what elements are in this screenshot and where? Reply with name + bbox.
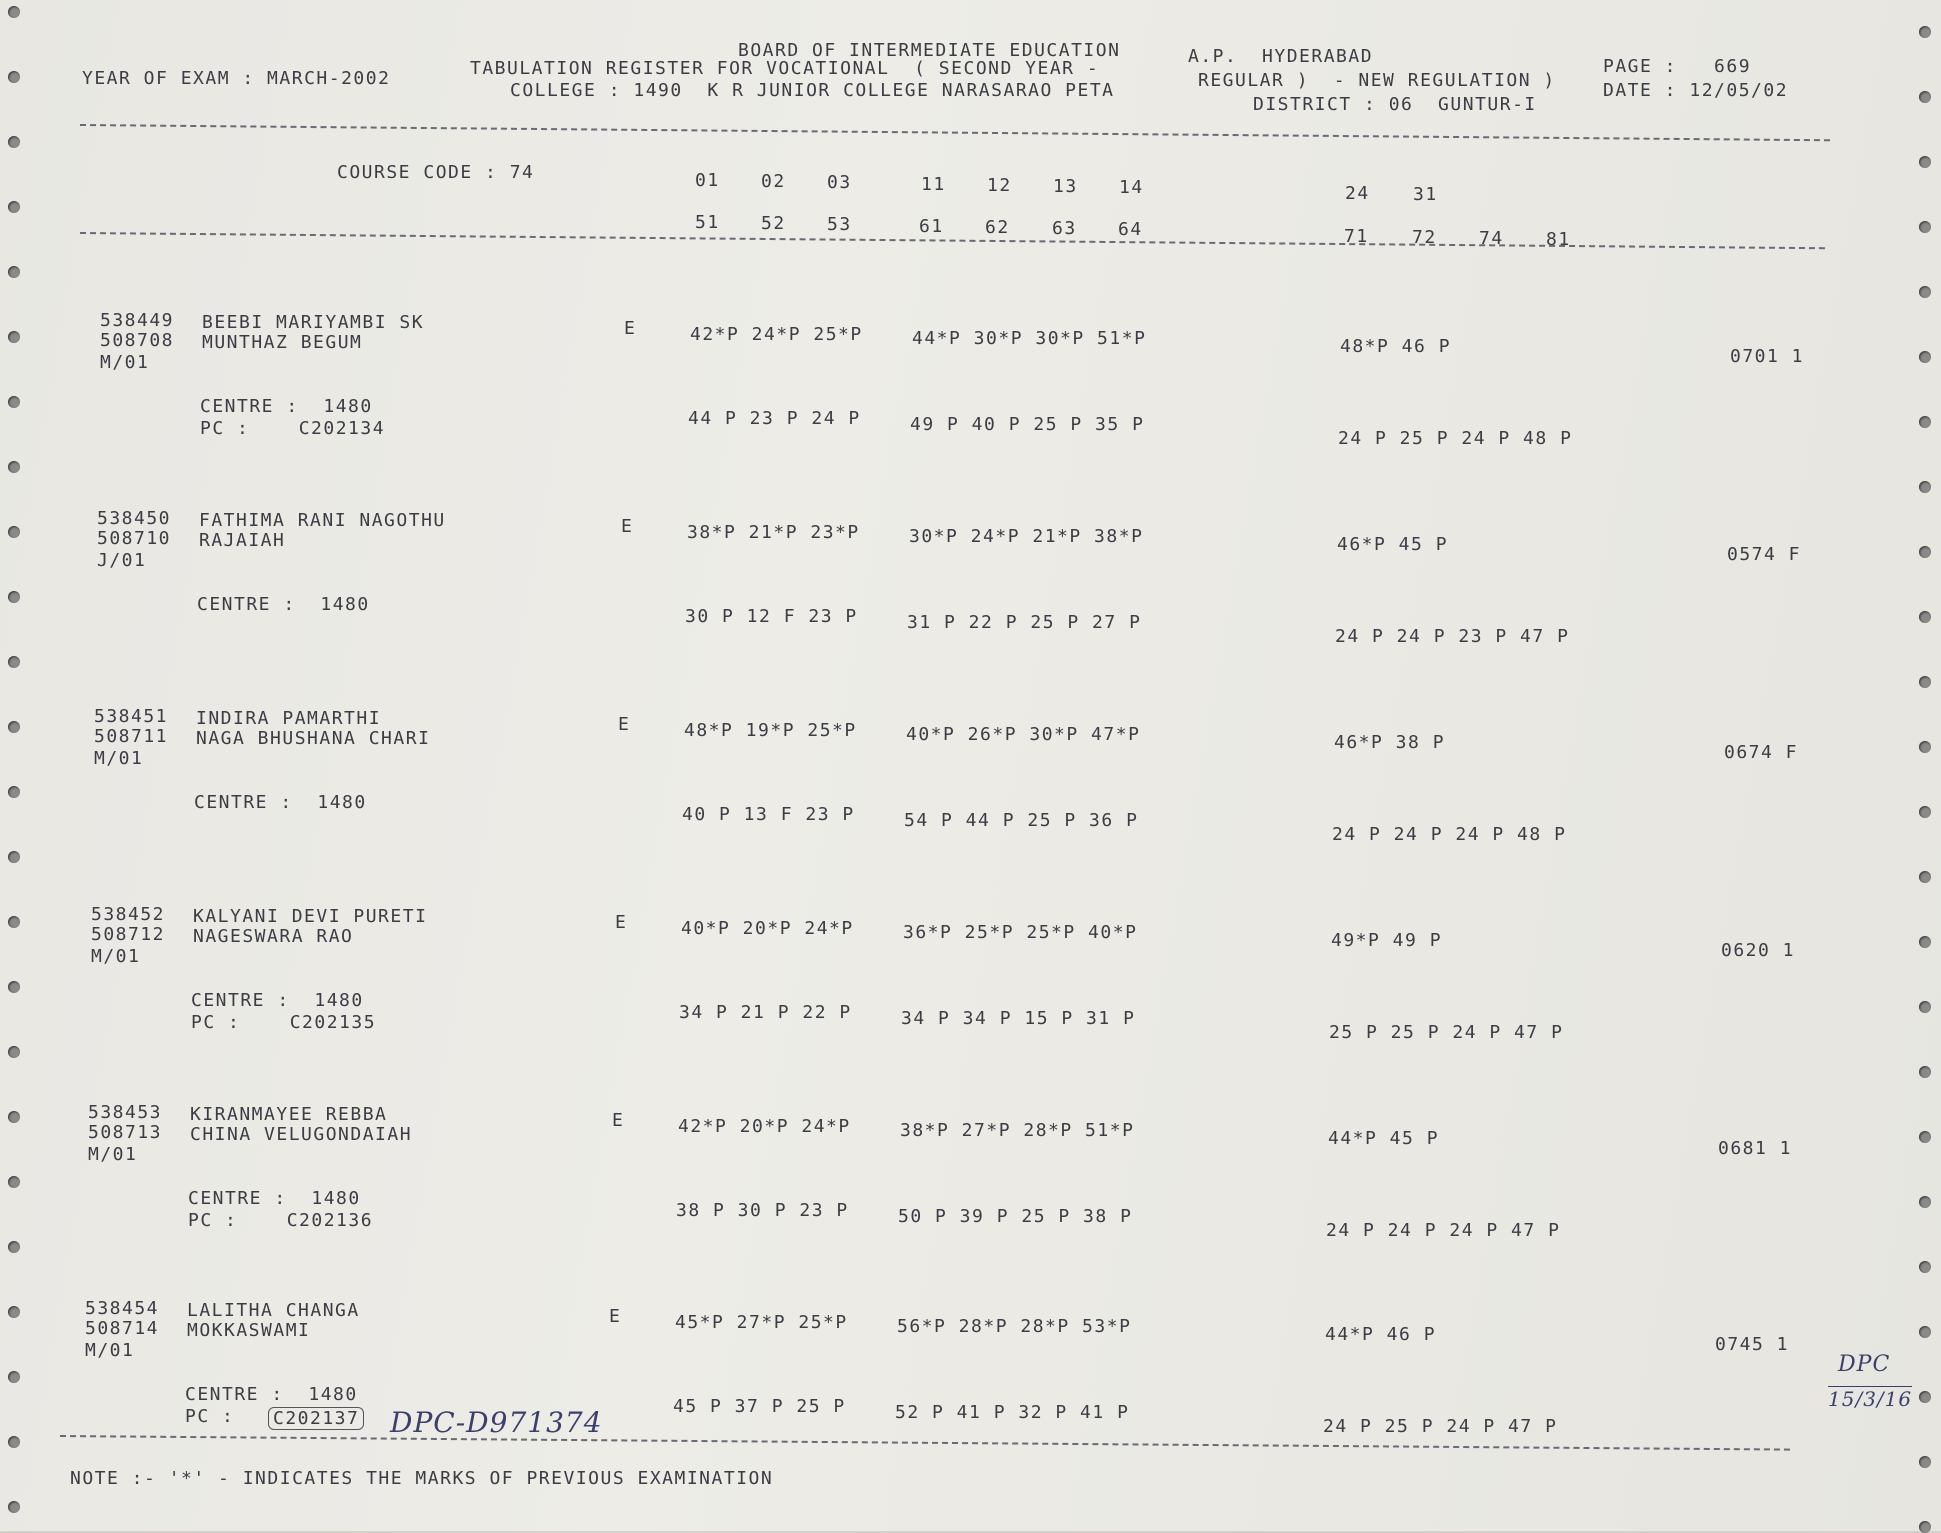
centre: CENTRE : 1480: [197, 594, 370, 615]
feed-hole: [1919, 741, 1931, 753]
col-code: 81: [1546, 229, 1571, 250]
roll-number: 538450: [97, 508, 172, 529]
pc-number: PC : C202135: [191, 1012, 377, 1033]
board-title: BOARD OF INTERMEDIATE EDUCATION: [738, 40, 1121, 61]
feed-hole: [1919, 91, 1931, 103]
marks-second-year-group-a: 34 P 21 P 22 P: [679, 1002, 852, 1023]
marks-second-year-group-c: 24 P 24 P 23 P 47 P: [1335, 626, 1570, 647]
category: M/01: [85, 1340, 135, 1361]
parent-name: RAJAIAH: [199, 530, 286, 551]
medium: E: [618, 714, 631, 735]
pc-number: PC :: [185, 1406, 235, 1427]
col-code: 53: [827, 214, 852, 235]
reg-number: 508712: [91, 924, 166, 945]
feed-hole: [8, 526, 20, 538]
feed-hole: [1919, 26, 1931, 38]
category: M/01: [88, 1144, 138, 1165]
marks-second-year-group-b: 52 P 41 P 32 P 41 P: [895, 1402, 1130, 1423]
marks-first-year-group-a: 40*P 20*P 24*P: [681, 918, 854, 939]
marks-second-year-group-b: 50 P 39 P 25 P 38 P: [898, 1206, 1133, 1227]
col-code: 64: [1118, 219, 1143, 240]
student-name: KALYANI DEVI PURETI: [193, 906, 428, 927]
divider: [80, 124, 1830, 141]
marks-first-year-group-b: 40*P 26*P 30*P 47*P: [906, 724, 1141, 745]
marks-first-year-group-c: 44*P 45 P: [1328, 1128, 1440, 1149]
feed-hole: [8, 396, 20, 408]
col-code: 31: [1413, 184, 1438, 205]
date: DATE : 12/05/02: [1603, 80, 1789, 101]
feed-hole: [8, 1371, 20, 1383]
feed-hole: [8, 851, 20, 863]
reg-number: 508708: [100, 330, 175, 351]
marks-first-year-group-c: 49*P 49 P: [1331, 930, 1443, 951]
board-place: A.P. HYDERABAD: [1188, 46, 1374, 67]
category: J/01: [97, 550, 147, 571]
feed-hole: [8, 461, 20, 473]
col-code: 71: [1344, 226, 1369, 247]
feed-hole: [8, 1111, 20, 1123]
marks-second-year-group-a: 45 P 37 P 25 P: [673, 1396, 846, 1417]
col-code: 24: [1345, 183, 1370, 204]
feed-hole: [8, 331, 20, 343]
marks-first-year-group-a: 48*P 19*P 25*P: [684, 720, 857, 741]
centre: CENTRE : 1480: [191, 990, 364, 1011]
col-code: 52: [761, 213, 786, 234]
feed-hole: [1919, 546, 1931, 558]
feed-hole: [1919, 351, 1931, 363]
col-code: 11: [921, 174, 946, 195]
feed-hole: [8, 1046, 20, 1058]
result-code: 0620 1: [1721, 940, 1796, 961]
district: DISTRICT : 06 GUNTUR-I: [1253, 94, 1537, 115]
marks-second-year-group-a: 30 P 12 F 23 P: [685, 606, 858, 627]
handwritten-date: 15/3/16: [1828, 1387, 1913, 1411]
course-code: COURSE CODE : 74: [337, 162, 535, 183]
medium: E: [624, 318, 637, 339]
col-code: 13: [1053, 176, 1078, 197]
feed-hole: [1919, 1326, 1931, 1338]
feed-hole: [1919, 1261, 1931, 1273]
result-code: 0574 F: [1727, 544, 1802, 565]
marks-first-year-group-a: 45*P 27*P 25*P: [675, 1312, 848, 1333]
result-code: 0681 1: [1718, 1138, 1793, 1159]
marks-second-year-group-a: 38 P 30 P 23 P: [676, 1200, 849, 1221]
roll-number: 538449: [100, 310, 175, 331]
feed-hole: [1919, 806, 1931, 818]
marks-first-year-group-c: 44*P 46 P: [1325, 1324, 1437, 1345]
feed-hole: [1919, 1131, 1931, 1143]
marks-first-year-group-c: 48*P 46 P: [1340, 336, 1452, 357]
marks-first-year-group-b: 38*P 27*P 28*P 51*P: [900, 1120, 1135, 1141]
feed-hole: [8, 136, 20, 148]
centre: CENTRE : 1480: [188, 1188, 361, 1209]
feed-hole: [8, 1306, 20, 1318]
marks-first-year-group-a: 42*P 24*P 25*P: [690, 324, 863, 345]
feed-hole: [1919, 1391, 1931, 1403]
feed-hole: [1919, 481, 1931, 493]
medium: E: [612, 1110, 625, 1131]
marks-second-year-group-c: 24 P 24 P 24 P 48 P: [1332, 824, 1567, 845]
marks-second-year-group-a: 44 P 23 P 24 P: [688, 408, 861, 429]
col-code: 62: [985, 217, 1010, 238]
feed-hole: [8, 71, 20, 83]
college: COLLEGE : 1490 K R JUNIOR COLLEGE NARASARAO PETA: [510, 80, 1115, 101]
student-name: INDIRA PAMARTHI: [196, 708, 382, 729]
col-code: 01: [695, 170, 720, 191]
feed-hole: [1919, 221, 1931, 233]
feed-hole: [8, 201, 20, 213]
feed-hole: [1919, 1196, 1931, 1208]
tractor-feed-holes-left: [0, 0, 40, 1531]
parent-name: CHINA VELUGONDAIAH: [190, 1124, 413, 1145]
feed-hole: [8, 721, 20, 733]
feed-hole: [1919, 1521, 1931, 1533]
medium: E: [615, 912, 628, 933]
reg-number: 508711: [94, 726, 169, 747]
feed-hole: [8, 916, 20, 928]
pc-boxed: C202137: [268, 1408, 364, 1429]
feed-hole: [1919, 416, 1931, 428]
marks-second-year-group-b: 31 P 22 P 25 P 27 P: [907, 612, 1142, 633]
feed-hole: [8, 981, 20, 993]
marks-first-year-group-c: 46*P 38 P: [1334, 732, 1446, 753]
col-code: 51: [695, 212, 720, 233]
reg-number: 508714: [85, 1318, 160, 1339]
marks-second-year-group-b: 49 P 40 P 25 P 35 P: [910, 414, 1145, 435]
reg-number: 508713: [88, 1122, 163, 1143]
student-name: KIRANMAYEE REBBA: [190, 1104, 388, 1125]
category: M/01: [91, 946, 141, 967]
category: M/01: [100, 352, 150, 373]
marks-first-year-group-b: 30*P 24*P 21*P 38*P: [909, 526, 1144, 547]
result-code: 0674 F: [1724, 742, 1799, 763]
feed-hole: [8, 591, 20, 603]
feed-hole: [1919, 676, 1931, 688]
medium: E: [621, 516, 634, 537]
feed-hole: [8, 786, 20, 798]
feed-hole: [8, 266, 20, 278]
pc-number: PC : C202136: [188, 1210, 374, 1231]
marks-first-year-group-b: 56*P 28*P 28*P 53*P: [897, 1316, 1132, 1337]
marks-first-year-group-b: 44*P 30*P 30*P 51*P: [912, 328, 1147, 349]
feed-hole: [1919, 871, 1931, 883]
student-name: BEEBI MARIYAMBI SK: [202, 312, 425, 333]
parent-name: MOKKASWAMI: [187, 1320, 311, 1341]
parent-name: NAGESWARA RAO: [193, 926, 354, 947]
result-code: 0701 1: [1730, 346, 1805, 367]
feed-hole: [1919, 936, 1931, 948]
feed-hole: [8, 1241, 20, 1253]
pc-number: PC : C202134: [200, 418, 386, 439]
feed-hole: [1919, 611, 1931, 623]
col-code: 74: [1479, 228, 1504, 249]
medium: E: [609, 1306, 622, 1327]
handwritten-dpc-note: DPC-D971374: [390, 1406, 603, 1439]
parent-name: NAGA BHUSHANA CHARI: [196, 728, 431, 749]
marks-first-year-group-b: 36*P 25*P 25*P 40*P: [903, 922, 1138, 943]
marks-second-year-group-c: 24 P 25 P 24 P 48 P: [1338, 428, 1573, 449]
tractor-feed-holes-right: [1901, 0, 1941, 1531]
roll-number: 538454: [85, 1298, 160, 1319]
feed-hole: [8, 1501, 20, 1513]
col-code: 03: [827, 172, 852, 193]
marks-second-year-group-c: 24 P 24 P 24 P 47 P: [1326, 1220, 1561, 1241]
feed-hole: [8, 6, 20, 18]
feed-hole: [1919, 1066, 1931, 1078]
student-name: LALITHA CHANGA: [187, 1300, 360, 1321]
col-code: 61: [919, 216, 944, 237]
feed-hole: [1919, 286, 1931, 298]
reg-number: 508710: [97, 528, 172, 549]
feed-hole: [8, 656, 20, 668]
marks-first-year-group-a: 42*P 20*P 24*P: [678, 1116, 851, 1137]
col-code: 14: [1119, 177, 1144, 198]
centre: CENTRE : 1480: [194, 792, 367, 813]
marks-first-year-group-a: 38*P 21*P 23*P: [687, 522, 860, 543]
parent-name: MUNTHAZ BEGUM: [202, 332, 363, 353]
marks-second-year-group-c: 25 P 25 P 24 P 47 P: [1329, 1022, 1564, 1043]
marks-second-year-group-b: 54 P 44 P 25 P 36 P: [904, 810, 1139, 831]
feed-hole: [1919, 1001, 1931, 1013]
roll-number: 538451: [94, 706, 169, 727]
student-name: FATHIMA RANI NAGOTHU: [199, 510, 446, 531]
footer-note: NOTE :- '*' - INDICATES THE MARKS OF PREVIOUS EXAMINATION: [70, 1468, 774, 1489]
marks-second-year-group-a: 40 P 13 F 23 P: [682, 804, 855, 825]
roll-number: 538452: [91, 904, 166, 925]
col-code: 72: [1412, 227, 1437, 248]
page-number: PAGE : 669: [1603, 56, 1752, 77]
marks-second-year-group-c: 24 P 25 P 24 P 47 P: [1323, 1416, 1558, 1437]
feed-hole: [8, 1436, 20, 1448]
marks-first-year-group-c: 46*P 45 P: [1337, 534, 1449, 555]
handwritten-initials: DPC: [1838, 1352, 1891, 1377]
col-code: 63: [1052, 218, 1077, 239]
result-code: 0745 1: [1715, 1334, 1790, 1355]
category: M/01: [94, 748, 144, 769]
feed-hole: [1919, 1456, 1931, 1468]
col-code: 02: [761, 171, 786, 192]
divider: [60, 1435, 1790, 1451]
feed-hole: [8, 1176, 20, 1188]
regulation: REGULAR ) - NEW REGULATION ): [1198, 70, 1556, 91]
marks-second-year-group-b: 34 P 34 P 15 P 31 P: [901, 1008, 1136, 1029]
col-code: 12: [987, 175, 1012, 196]
feed-hole: [1919, 156, 1931, 168]
centre: CENTRE : 1480: [200, 396, 373, 417]
centre: CENTRE : 1480: [185, 1384, 358, 1405]
roll-number: 538453: [88, 1102, 163, 1123]
year-of-exam: YEAR OF EXAM : MARCH-2002: [82, 68, 391, 89]
register-title: TABULATION REGISTER FOR VOCATIONAL ( SECOND YEAR -: [470, 58, 1100, 79]
